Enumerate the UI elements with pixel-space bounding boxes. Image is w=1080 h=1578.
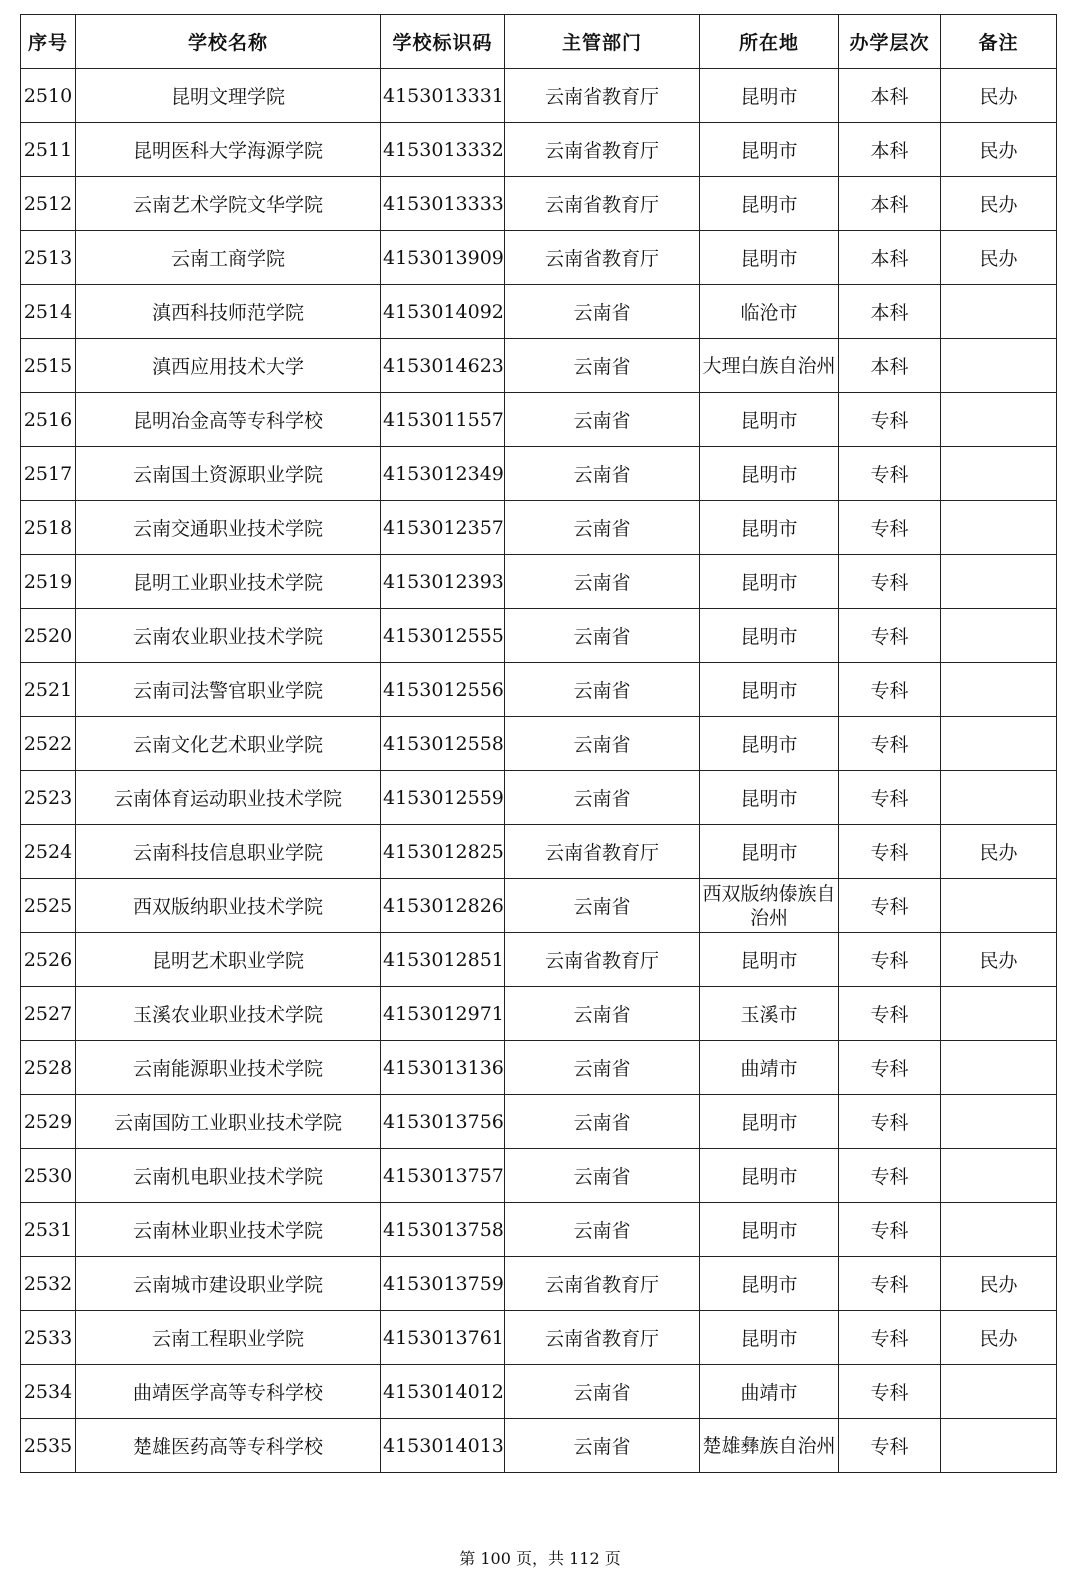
cell-school-code: 4153013759 xyxy=(381,1257,505,1311)
column-header-school-code: 学校标识码 xyxy=(381,15,505,69)
cell-authority: 云南省 xyxy=(505,501,700,555)
cell-note xyxy=(941,393,1057,447)
cell-note xyxy=(941,447,1057,501)
cell-school-name: 云南艺术学院文华学院 xyxy=(76,177,381,231)
cell-location: 昆明市 xyxy=(700,1257,839,1311)
cell-level: 专科 xyxy=(839,1365,941,1419)
table-row xyxy=(21,447,1057,501)
cell-school-name: 云南国防工业职业技术学院 xyxy=(76,1095,381,1149)
cell-school-code: 4153012559 xyxy=(381,771,505,825)
cell-index: 2512 xyxy=(21,177,76,231)
table-row xyxy=(21,69,1057,123)
cell-authority: 云南省教育厅 xyxy=(505,69,700,123)
table-row xyxy=(21,1203,1057,1257)
cell-school-name: 昆明工业职业技术学院 xyxy=(76,555,381,609)
cell-index: 2535 xyxy=(21,1419,76,1473)
cell-note xyxy=(941,555,1057,609)
cell-location: 曲靖市 xyxy=(700,1365,839,1419)
table-row xyxy=(21,231,1057,285)
cell-authority: 云南省 xyxy=(505,393,700,447)
cell-note xyxy=(941,609,1057,663)
table-header xyxy=(21,15,1057,69)
cell-authority: 云南省 xyxy=(505,1365,700,1419)
column-header-school-name: 学校名称 xyxy=(76,15,381,69)
cell-note xyxy=(941,663,1057,717)
cell-school-name: 云南城市建设职业学院 xyxy=(76,1257,381,1311)
table-row xyxy=(21,663,1057,717)
cell-note: 民办 xyxy=(941,231,1057,285)
cell-school-code: 4153012555 xyxy=(381,609,505,663)
cell-school-name: 昆明文理学院 xyxy=(76,69,381,123)
table-row xyxy=(21,555,1057,609)
table-row xyxy=(21,609,1057,663)
cell-note xyxy=(941,879,1057,933)
table-row xyxy=(21,717,1057,771)
table-row xyxy=(21,771,1057,825)
cell-authority: 云南省教育厅 xyxy=(505,231,700,285)
cell-location: 曲靖市 xyxy=(700,1041,839,1095)
cell-level: 本科 xyxy=(839,285,941,339)
table-row xyxy=(21,1149,1057,1203)
table-row xyxy=(21,933,1057,987)
table-row xyxy=(21,123,1057,177)
cell-school-name: 云南农业职业技术学院 xyxy=(76,609,381,663)
cell-note: 民办 xyxy=(941,933,1057,987)
cell-note xyxy=(941,1149,1057,1203)
cell-note xyxy=(941,771,1057,825)
cell-school-code: 4153013136 xyxy=(381,1041,505,1095)
cell-index: 2524 xyxy=(21,825,76,879)
cell-location: 昆明市 xyxy=(700,555,839,609)
cell-school-name: 云南文化艺术职业学院 xyxy=(76,717,381,771)
cell-level: 专科 xyxy=(839,1257,941,1311)
cell-note xyxy=(941,1095,1057,1149)
cell-school-code: 4153014623 xyxy=(381,339,505,393)
cell-school-code: 4153012851 xyxy=(381,933,505,987)
cell-level: 专科 xyxy=(839,663,941,717)
cell-school-name: 玉溪农业职业技术学院 xyxy=(76,987,381,1041)
cell-location: 昆明市 xyxy=(700,663,839,717)
cell-note xyxy=(941,1365,1057,1419)
cell-index: 2534 xyxy=(21,1365,76,1419)
cell-level: 专科 xyxy=(839,987,941,1041)
cell-school-name: 云南体育运动职业技术学院 xyxy=(76,771,381,825)
cell-note: 民办 xyxy=(941,1257,1057,1311)
cell-authority: 云南省 xyxy=(505,555,700,609)
table-row xyxy=(21,393,1057,447)
cell-location: 西双版纳傣族自治州 xyxy=(700,879,839,933)
cell-note: 民办 xyxy=(941,1311,1057,1365)
cell-authority: 云南省 xyxy=(505,447,700,501)
cell-school-code: 4153012393 xyxy=(381,555,505,609)
cell-index: 2520 xyxy=(21,609,76,663)
cell-index: 2515 xyxy=(21,339,76,393)
cell-note xyxy=(941,1041,1057,1095)
cell-level: 专科 xyxy=(839,933,941,987)
cell-school-name: 云南交通职业技术学院 xyxy=(76,501,381,555)
cell-location: 昆明市 xyxy=(700,771,839,825)
cell-school-code: 4153014092 xyxy=(381,285,505,339)
cell-school-code: 4153013331 xyxy=(381,69,505,123)
cell-school-code: 4153012971 xyxy=(381,987,505,1041)
cell-location: 昆明市 xyxy=(700,933,839,987)
cell-location: 昆明市 xyxy=(700,123,839,177)
cell-school-name: 云南林业职业技术学院 xyxy=(76,1203,381,1257)
page-footer: 第 100 页，共 112 页 xyxy=(459,1549,621,1568)
cell-authority: 云南省 xyxy=(505,663,700,717)
cell-school-name: 楚雄医药高等专科学校 xyxy=(76,1419,381,1473)
cell-location: 昆明市 xyxy=(700,447,839,501)
cell-authority: 云南省教育厅 xyxy=(505,1311,700,1365)
cell-location: 昆明市 xyxy=(700,717,839,771)
cell-level: 本科 xyxy=(839,123,941,177)
table-row xyxy=(21,1365,1057,1419)
cell-school-name: 云南能源职业技术学院 xyxy=(76,1041,381,1095)
cell-level: 本科 xyxy=(839,69,941,123)
cell-authority: 云南省 xyxy=(505,609,700,663)
cell-authority: 云南省 xyxy=(505,717,700,771)
cell-authority: 云南省 xyxy=(505,771,700,825)
column-header-level: 办学层次 xyxy=(839,15,941,69)
cell-school-name: 滇西应用技术大学 xyxy=(76,339,381,393)
cell-level: 专科 xyxy=(839,1419,941,1473)
table-row xyxy=(21,177,1057,231)
cell-location: 临沧市 xyxy=(700,285,839,339)
cell-level: 专科 xyxy=(839,1041,941,1095)
table-row xyxy=(21,987,1057,1041)
table-body xyxy=(21,69,1057,1473)
cell-location: 昆明市 xyxy=(700,231,839,285)
cell-location: 昆明市 xyxy=(700,393,839,447)
cell-index: 2519 xyxy=(21,555,76,609)
cell-index: 2525 xyxy=(21,879,76,933)
cell-location: 昆明市 xyxy=(700,501,839,555)
cell-school-name: 云南司法警官职业学院 xyxy=(76,663,381,717)
cell-school-code: 4153012825 xyxy=(381,825,505,879)
cell-authority: 云南省教育厅 xyxy=(505,825,700,879)
cell-note xyxy=(941,339,1057,393)
cell-index: 2516 xyxy=(21,393,76,447)
cell-location: 昆明市 xyxy=(700,69,839,123)
cell-level: 本科 xyxy=(839,231,941,285)
cell-level: 专科 xyxy=(839,393,941,447)
table-row xyxy=(21,1257,1057,1311)
cell-level: 专科 xyxy=(839,1203,941,1257)
cell-index: 2511 xyxy=(21,123,76,177)
cell-index: 2526 xyxy=(21,933,76,987)
cell-school-code: 4153013333 xyxy=(381,177,505,231)
table-row xyxy=(21,1041,1057,1095)
cell-level: 专科 xyxy=(839,825,941,879)
cell-school-code: 4153013758 xyxy=(381,1203,505,1257)
cell-index: 2529 xyxy=(21,1095,76,1149)
cell-note xyxy=(941,1419,1057,1473)
column-header-location: 所在地 xyxy=(700,15,839,69)
cell-location: 玉溪市 xyxy=(700,987,839,1041)
cell-note xyxy=(941,285,1057,339)
cell-school-name: 西双版纳职业技术学院 xyxy=(76,879,381,933)
cell-location: 昆明市 xyxy=(700,177,839,231)
cell-index: 2530 xyxy=(21,1149,76,1203)
cell-note: 民办 xyxy=(941,69,1057,123)
cell-note: 民办 xyxy=(941,123,1057,177)
cell-school-code: 4153012357 xyxy=(381,501,505,555)
cell-school-code: 4153014012 xyxy=(381,1365,505,1419)
cell-authority: 云南省教育厅 xyxy=(505,933,700,987)
cell-authority: 云南省 xyxy=(505,1203,700,1257)
cell-index: 2521 xyxy=(21,663,76,717)
cell-authority: 云南省 xyxy=(505,339,700,393)
cell-school-code: 4153013761 xyxy=(381,1311,505,1365)
cell-index: 2533 xyxy=(21,1311,76,1365)
cell-note xyxy=(941,987,1057,1041)
cell-school-code: 4153013909 xyxy=(381,231,505,285)
column-header-authority: 主管部门 xyxy=(505,15,700,69)
cell-index: 2522 xyxy=(21,717,76,771)
cell-level: 本科 xyxy=(839,177,941,231)
cell-school-code: 4153012826 xyxy=(381,879,505,933)
cell-school-code: 4153013332 xyxy=(381,123,505,177)
cell-school-code: 4153013757 xyxy=(381,1149,505,1203)
cell-school-code: 4153013756 xyxy=(381,1095,505,1149)
cell-location: 昆明市 xyxy=(700,609,839,663)
cell-authority: 云南省 xyxy=(505,1419,700,1473)
cell-note: 民办 xyxy=(941,825,1057,879)
cell-school-code: 4153012349 xyxy=(381,447,505,501)
table-row xyxy=(21,1419,1057,1473)
cell-index: 2517 xyxy=(21,447,76,501)
cell-school-name: 云南机电职业技术学院 xyxy=(76,1149,381,1203)
cell-index: 2528 xyxy=(21,1041,76,1095)
cell-school-name: 云南国土资源职业学院 xyxy=(76,447,381,501)
cell-authority: 云南省 xyxy=(505,1095,700,1149)
cell-location: 昆明市 xyxy=(700,825,839,879)
table-row xyxy=(21,1095,1057,1149)
cell-note: 民办 xyxy=(941,177,1057,231)
cell-index: 2513 xyxy=(21,231,76,285)
table-row xyxy=(21,285,1057,339)
cell-index: 2523 xyxy=(21,771,76,825)
cell-note xyxy=(941,1203,1057,1257)
header-row xyxy=(21,15,1057,69)
cell-school-name: 滇西科技师范学院 xyxy=(76,285,381,339)
cell-school-code: 4153012556 xyxy=(381,663,505,717)
cell-level: 专科 xyxy=(839,501,941,555)
cell-location: 昆明市 xyxy=(700,1095,839,1149)
cell-authority: 云南省 xyxy=(505,987,700,1041)
cell-level: 专科 xyxy=(839,555,941,609)
table-row xyxy=(21,1311,1057,1365)
cell-level: 专科 xyxy=(839,1311,941,1365)
cell-level: 本科 xyxy=(839,339,941,393)
schools-table xyxy=(20,14,1057,1473)
cell-authority: 云南省 xyxy=(505,285,700,339)
cell-location: 大理白族自治州 xyxy=(700,339,839,393)
cell-index: 2518 xyxy=(21,501,76,555)
cell-index: 2527 xyxy=(21,987,76,1041)
cell-school-name: 云南科技信息职业学院 xyxy=(76,825,381,879)
cell-school-name: 昆明艺术职业学院 xyxy=(76,933,381,987)
cell-school-code: 4153011557 xyxy=(381,393,505,447)
cell-index: 2531 xyxy=(21,1203,76,1257)
cell-level: 专科 xyxy=(839,1095,941,1149)
cell-school-code: 4153014013 xyxy=(381,1419,505,1473)
column-header-index: 序号 xyxy=(21,15,76,69)
cell-index: 2532 xyxy=(21,1257,76,1311)
cell-location: 昆明市 xyxy=(700,1149,839,1203)
column-header-note: 备注 xyxy=(941,15,1057,69)
cell-school-code: 4153012558 xyxy=(381,717,505,771)
table-row xyxy=(21,825,1057,879)
cell-location: 楚雄彝族自治州 xyxy=(700,1419,839,1473)
cell-school-name: 云南工商学院 xyxy=(76,231,381,285)
cell-school-name: 云南工程职业学院 xyxy=(76,1311,381,1365)
cell-location: 昆明市 xyxy=(700,1203,839,1257)
cell-level: 专科 xyxy=(839,717,941,771)
cell-index: 2514 xyxy=(21,285,76,339)
cell-authority: 云南省教育厅 xyxy=(505,177,700,231)
table-row xyxy=(21,501,1057,555)
cell-authority: 云南省 xyxy=(505,879,700,933)
cell-school-name: 昆明医科大学海源学院 xyxy=(76,123,381,177)
cell-index: 2510 xyxy=(21,69,76,123)
cell-school-name: 昆明冶金高等专科学校 xyxy=(76,393,381,447)
cell-level: 专科 xyxy=(839,447,941,501)
cell-authority: 云南省教育厅 xyxy=(505,123,700,177)
cell-level: 专科 xyxy=(839,1149,941,1203)
cell-level: 专科 xyxy=(839,771,941,825)
cell-authority: 云南省教育厅 xyxy=(505,1257,700,1311)
cell-note xyxy=(941,717,1057,771)
cell-location: 昆明市 xyxy=(700,1311,839,1365)
table-row xyxy=(21,339,1057,393)
cell-authority: 云南省 xyxy=(505,1041,700,1095)
cell-level: 专科 xyxy=(839,609,941,663)
cell-school-name: 曲靖医学高等专科学校 xyxy=(76,1365,381,1419)
cell-level: 专科 xyxy=(839,879,941,933)
table-row xyxy=(21,879,1057,933)
cell-authority: 云南省 xyxy=(505,1149,700,1203)
cell-note xyxy=(941,501,1057,555)
